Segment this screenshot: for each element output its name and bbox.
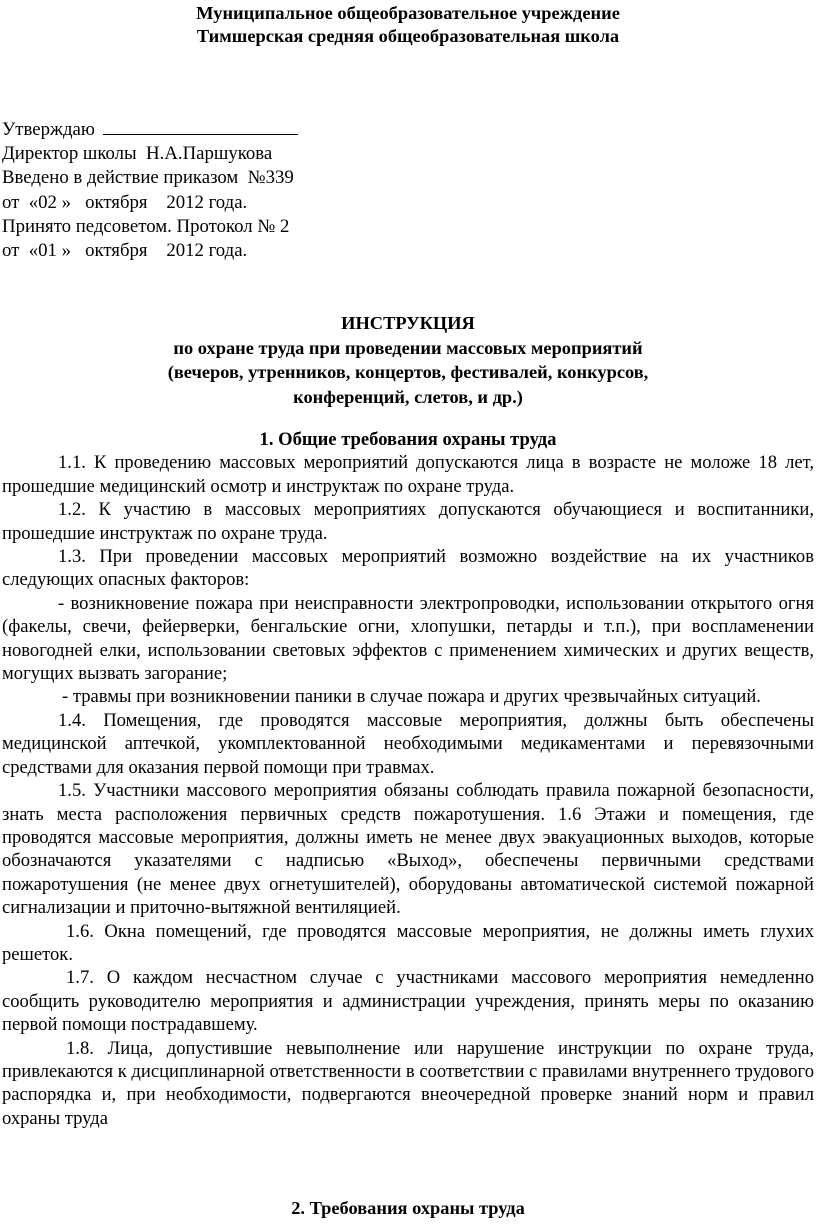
- paragraph-1-1: 1.1. К проведению массовых мероприятий допускаются лица в возрасте не моложе 18 лет, прошедшие медицинский осмотр и инструктаж по охране труда.: [2, 452, 814, 497]
- hazard-item-panic: - травмы при возникновении паники в случае пожара и других чрезвычайных ситуаций.: [62, 686, 761, 708]
- title-line-2: по охране труда при проведении массовых мероприятий: [173, 337, 643, 358]
- title-line-4: конференций, слетов, и др.): [293, 386, 523, 407]
- paragraph-1-6: 1.6. Окна помещений, где проводятся массовые мероприятия, не должны иметь глухих решеток.: [2, 920, 814, 965]
- title-line-1: ИНСТРУКЦИЯ: [341, 313, 475, 333]
- paragraph-1-5: 1.5. Участники массового мероприятия обязаны соблюдать правила пожарной безопасности, знать места расположения первичных средств пожаротушения. 1.6 Этажи и помещения, где проводятся массовые мероприятия, должны иметь не менее двух эвакуационных выходов, которые обозначаются указателями с надписью «Выход», обеспечены первичными средствами пожаротушения (не менее двух огнетушителей), оборудованы автоматической системой пожарной сигнализации и приточно-вытяжной вентиляцией.: [2, 780, 814, 919]
- section-1: [2, 428, 814, 1130]
- director-line: Директор школы Н.А.Паршукова: [2, 143, 273, 165]
- hazard-item-fire: - возникновение пожара при неисправности электропроводки, использовании открытого огня (факелы, свечи, фейерверки, бенгальские огни, хлопушки, петарды и т.п.), при воспламенении новогодней елки, использовании световых эффектов с применением химических и других веществ, могущих вызвать загорание;: [2, 592, 814, 685]
- order-date-line: от «02 » октября 2012 года.: [2, 191, 248, 213]
- council-line: Принято педсоветом. Протокол № 2: [2, 215, 290, 237]
- approval-block: [2, 118, 298, 263]
- paragraph-1-8: 1.8. Лица, допустившие невыполнение или нарушение инструкции по охране труда, привлекаются к дисциплинарной ответственности в соответствии с правилами внутреннего трудового распорядка и, при необходимости, подвергаются внеочередной проверке знаний норм и правил охраны труда: [2, 1037, 814, 1129]
- section-2-heading: 2. Требования охраны труда: [291, 1198, 525, 1218]
- order-line: Введено в действие приказом №339: [2, 167, 294, 189]
- paragraph-1-3: 1.3. При проведении массовых мероприятий возможно воздействие на их участников следующих опасных факторов:: [2, 546, 814, 591]
- approve-row: [2, 118, 298, 142]
- council-date-line: от «01 » октября 2012 года.: [2, 240, 248, 262]
- school-header: [0, 2, 816, 48]
- paragraph-1-7: 1.7. О каждом несчастном случае с участниками массового мероприятия немедленно сообщить руководителю мероприятия и администрации учреждения, принять меры по оказанию первой помощи пострадавшему.: [2, 967, 814, 1036]
- document-title: [0, 311, 816, 409]
- paragraph-1-4: 1.4. Помещения, где проводятся массовые мероприятия, должны быть обеспечены медицинской аптечкой, укомплектованной необходимыми медикаментами и перевязочными средствами для оказания первой помощи при травмах.: [2, 709, 814, 778]
- header-line-2: Тимшерская средняя общеобразовательная школа: [196, 26, 620, 46]
- section-1-heading: 1. Общие требования охраны труда: [259, 429, 557, 450]
- signature-line: [103, 120, 298, 135]
- paragraph-1-2: 1.2. К участию в массовых мероприятиях допускаются обучающиеся и воспитанники, прошедшие инструктаж по охране труда.: [2, 499, 814, 544]
- approve-label: Утверждаю: [2, 119, 95, 140]
- header-line-1: Муниципальное общеобразовательное учреждение: [196, 3, 620, 23]
- title-line-3: (вечеров, утренников, концертов, фестивалей, конкурсов,: [167, 362, 649, 382]
